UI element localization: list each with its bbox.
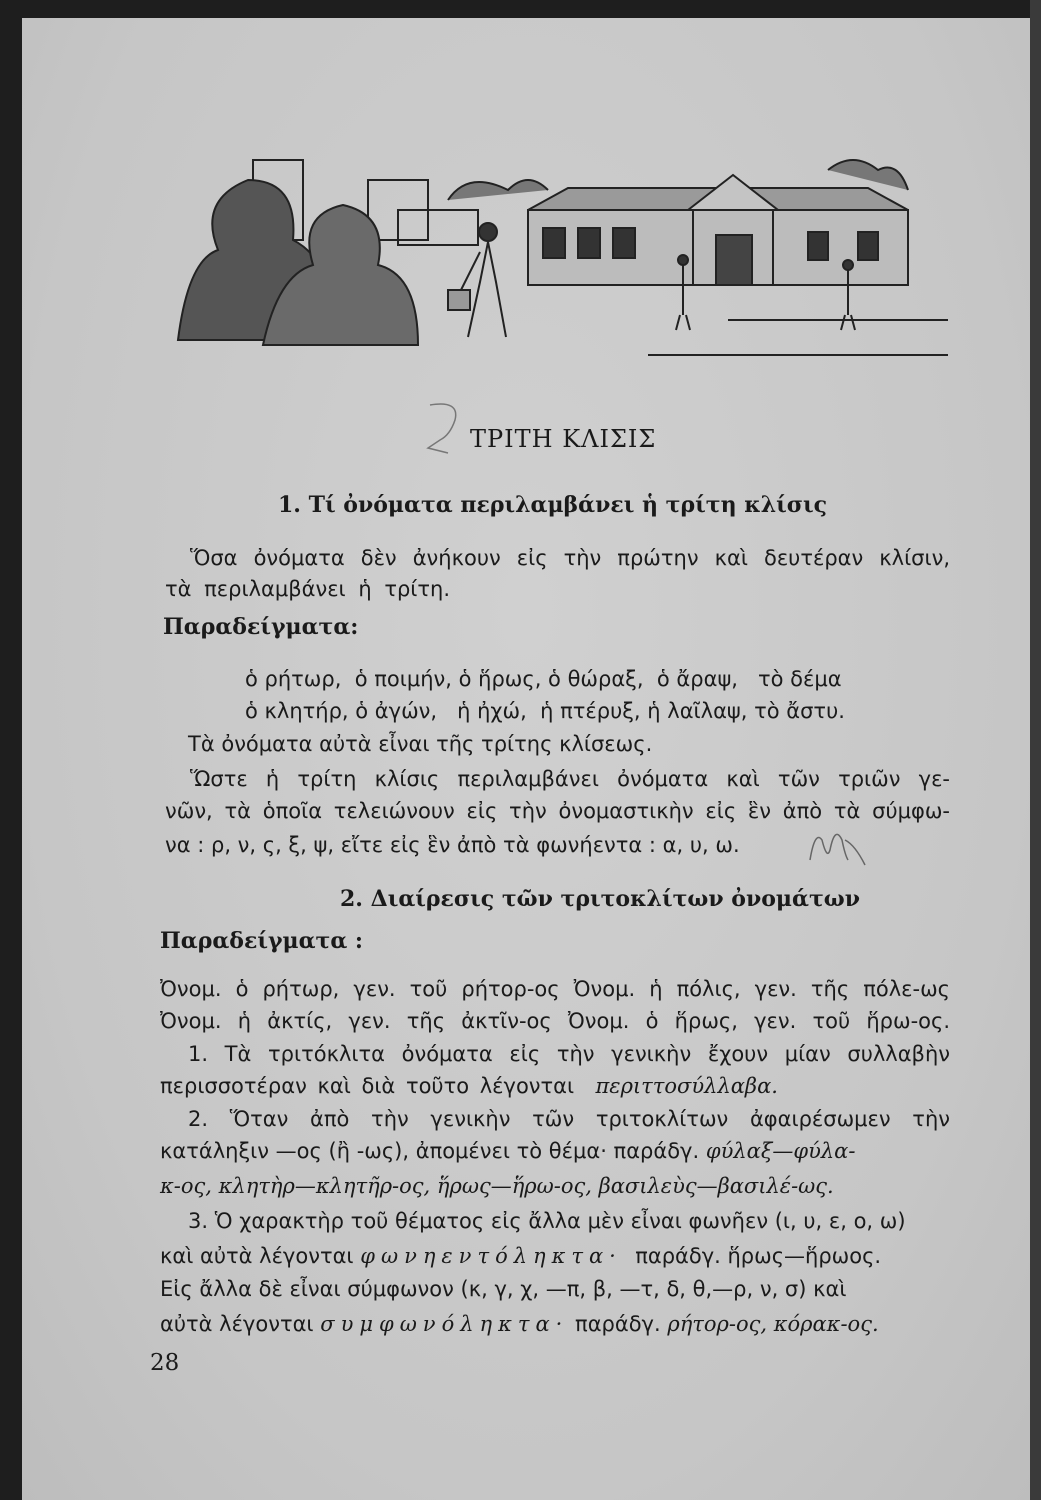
- examples-row-1: ὁ ρήτωρ, ὁ ποιμήν, ὁ ἥρως, ὁ θώραξ, ὁ ἄραψ, τὸ δέμα: [245, 667, 842, 691]
- term-fonienttolikta: φωνηεντόληκτα·: [360, 1244, 622, 1268]
- rule1-text: περισσοτέραν καὶ διὰ τοῦτο λέγονται: [160, 1074, 575, 1098]
- example-label: παράδγ.: [575, 1312, 661, 1336]
- examples-label-2: Παραδείγματα :: [160, 928, 364, 954]
- rule2-text: κατάληξιν —ος (ἢ -ως), ἀπομένει τὸ θέμα· παράδγ.: [160, 1139, 700, 1163]
- page-number: 28: [150, 1350, 180, 1376]
- rule3-line-3: Εἰς ἄλλα δὲ εἶναι σύμφωνον (κ, γ, χ, —π, β, —τ, δ, θ,—ρ, ν, σ) καὶ: [160, 1277, 847, 1301]
- rule1-line-1: 1. Τὰ τριτόκλιτα ὀνόματα εἰς τὴν γενικὴν ἔχουν μίαν συλλαβὴν: [188, 1042, 950, 1066]
- school-illustration: [168, 140, 953, 375]
- section2-heading: 2. Διαίρεσις τῶν τριτοκλίτων ὀνομάτων: [340, 886, 860, 912]
- rule2-line-3: κ-ος, κλητὴρ—κλητῆρ-ος, ἥρως—ἥρω-ος, βασιλεὺς—βασιλέ-ως.: [160, 1174, 834, 1198]
- summary-line-3: να : ρ, ν, ς, ξ, ψ, εἴτε εἰς ἓν ἀπὸ τὰ φωνήεντα : α, υ, ω.: [165, 833, 740, 857]
- examples-label-1: Παραδείγματα:: [163, 614, 359, 640]
- pencil-mark-margin: [805, 825, 875, 870]
- rule3-text-2: αὐτὰ λέγονται: [160, 1312, 314, 1336]
- section1-heading: 1. Τί ὀνόματα περιλαμβάνει ἡ τρίτη κλίσις: [278, 492, 828, 518]
- examples-row-2: ὁ κλητήρ, ὁ ἀγών, ἡ ἠχώ, ἡ πτέρυξ, ἡ λαῖλαψ, τὸ ἄστυ.: [245, 699, 845, 723]
- example-ritor: ρήτορ-ος, κόρακ-ος.: [667, 1312, 879, 1336]
- intro-line-1: Ὅσα ὀνόματα δὲν ἀνήκουν εἰς τὴν πρώτην καὶ δευτέραν κλίσιν,: [190, 546, 950, 570]
- term-symfonolikta: συμφωνόληκτα·: [320, 1312, 569, 1336]
- summary-line-2: νῶν, τὰ ὁποῖα τελειώνουν εἰς τὴν ὀνομαστικὴν εἰς ἓν ἀπὸ τὰ σύμφω-: [165, 799, 950, 823]
- declension-row-1: Ὀνομ. ὁ ρήτωρ, γεν. τοῦ ρήτορ-ος Ὀνομ. ἡ πόλις, γεν. τῆς πόλε-ως: [160, 977, 950, 1001]
- note-line: Τὰ ὀνόματα αὐτὰ εἶναι τῆς τρίτης κλίσεως.: [188, 732, 653, 756]
- intro-line-2: τὰ περιλαμβάνει ἡ τρίτη.: [165, 577, 451, 601]
- rule3-text: καὶ αὐτὰ λέγονται: [160, 1244, 354, 1268]
- chapter-title: ΤΡΙΤΗ ΚΛΙΣΙΣ: [470, 425, 657, 453]
- rule1-line-2: [160, 1073, 778, 1099]
- rule3-line-2: [160, 1243, 881, 1269]
- scan-edge: [1030, 0, 1041, 1500]
- example-fylax: φύλαξ—φύλα-: [705, 1139, 856, 1163]
- example-iros: παράδγ. ἥρως—ἥρωος.: [635, 1244, 882, 1268]
- summary-line-1: Ὥστε ἡ τρίτη κλίσις περιλαμβάνει ὀνόματα καὶ τῶν τριῶν γε-: [190, 767, 950, 791]
- rule2-line-2: [160, 1138, 855, 1164]
- rule2-line-1: 2. Ὅταν ἀπὸ τὴν γενικὴν τῶν τριτοκλίτων ἀφαιρέσωμεν τὴν: [188, 1107, 950, 1131]
- pencil-mark-title: [420, 395, 470, 455]
- rule3-line-4: [160, 1311, 879, 1337]
- rule3-line-1: 3. Ὁ χαρακτὴρ τοῦ θέματος εἰς ἄλλα μὲν εἶναι φωνῆεν (ι, υ, ε, ο, ω): [188, 1209, 906, 1233]
- term-perittosyllaba: περιττοσύλλαβα.: [595, 1074, 778, 1098]
- declension-row-2: Ὀνομ. ἡ ἀκτίς, γεν. τῆς ἀκτῖν-ος Ὀνομ. ὁ ἥρως, γεν. τοῦ ἥρω-ος.: [160, 1009, 950, 1033]
